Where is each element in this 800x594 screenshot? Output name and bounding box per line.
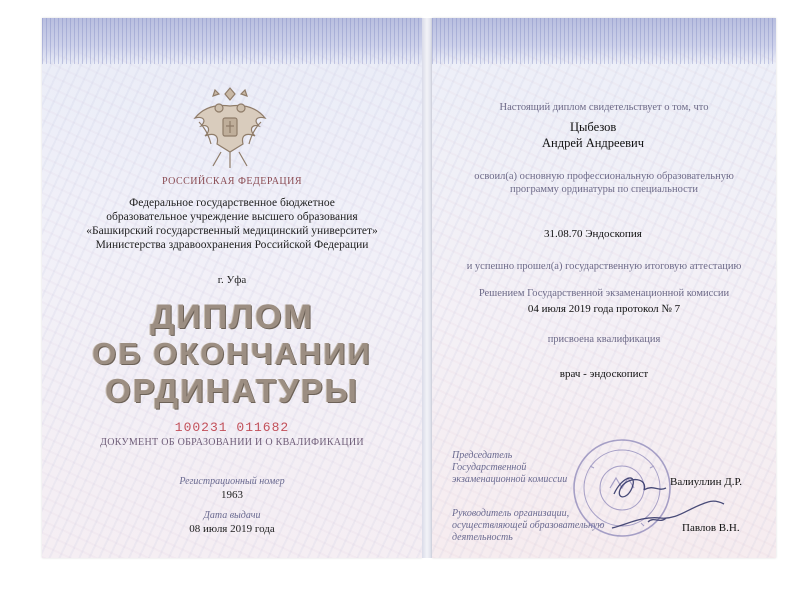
- page-spine: [422, 18, 432, 558]
- mastered-line: программу ординатуры по специальности: [510, 184, 698, 195]
- mastered-line: освоил(а) основную профессиональную образовательную: [474, 171, 734, 182]
- document-type: ДОКУМЕНТ ОБ ОБРАЗОВАНИИ И О КВАЛИФИКАЦИИ: [100, 437, 364, 448]
- assigned-qualification-text: присвоена квалификация: [547, 334, 661, 345]
- registration-label: Регистрационный номер: [179, 476, 285, 487]
- issue-date: 08 июля 2019 года: [189, 523, 275, 535]
- country-name: РОССИЙСКАЯ ФЕДЕРАЦИЯ: [161, 176, 303, 187]
- chair-label-line: Государственной: [452, 462, 527, 473]
- diploma-title-line: ОРДИНАТУРЫ: [105, 372, 359, 409]
- graduate-surname: Цыбезов: [570, 120, 617, 134]
- decision-text: Решением Государственной экзаменационной комиссии: [478, 288, 730, 299]
- head-label-line: Руководитель организации,: [452, 508, 570, 519]
- institution-line: «Башкирский государственный медицинский университет»: [86, 225, 378, 237]
- decorative-band: [42, 18, 422, 64]
- city: г. Уфа: [217, 274, 247, 286]
- institution-line: Министерства здравоохранения Российской Федерации: [95, 239, 369, 251]
- diploma-title-line: ДИПЛОМ: [150, 298, 314, 336]
- mastered-program-text: [432, 170, 776, 196]
- institution-block: [42, 196, 422, 252]
- chair-label-line: экзаменационной комиссии: [452, 474, 568, 485]
- certifies-text: Настоящий диплом свидетельствует о том, что: [499, 102, 709, 113]
- diploma-title-line: ОБ ОКОНЧАНИИ: [92, 336, 372, 371]
- handwritten-signature-icon: [608, 458, 728, 538]
- diploma-right-page: [432, 18, 776, 558]
- chair-label: [452, 450, 567, 486]
- institution-line: Федеральное государственное бюджетное: [129, 197, 335, 209]
- graduate-name: Андрей Андреевич: [542, 136, 644, 150]
- institution-line: образовательное учреждение высшего образования: [106, 211, 358, 223]
- head-label-line: деятельность: [452, 532, 513, 543]
- qualification: врач - эндоскопист: [559, 368, 649, 380]
- head-label-line: осуществляющей образовательную: [452, 520, 605, 531]
- registration-number: 1963: [221, 489, 243, 501]
- specialty: 31.08.70 Эндоскопия: [544, 228, 642, 240]
- chair-label-line: Председатель: [452, 450, 513, 461]
- chair-name: Валиуллин Д.Р.: [670, 476, 742, 488]
- issue-date-label: Дата выдачи: [203, 510, 261, 521]
- serial-number: 100231 011682: [174, 420, 290, 435]
- double-headed-eagle-icon: [185, 86, 275, 172]
- decorative-band: [432, 18, 776, 64]
- protocol-text: 04 июля 2019 года протокол № 7: [527, 303, 681, 315]
- diploma-left-page: [42, 18, 422, 558]
- passed-attestation-text: и успешно прошел(а) государственную итоговую аттестацию: [466, 261, 742, 272]
- head-name: Павлов В.Н.: [682, 522, 740, 534]
